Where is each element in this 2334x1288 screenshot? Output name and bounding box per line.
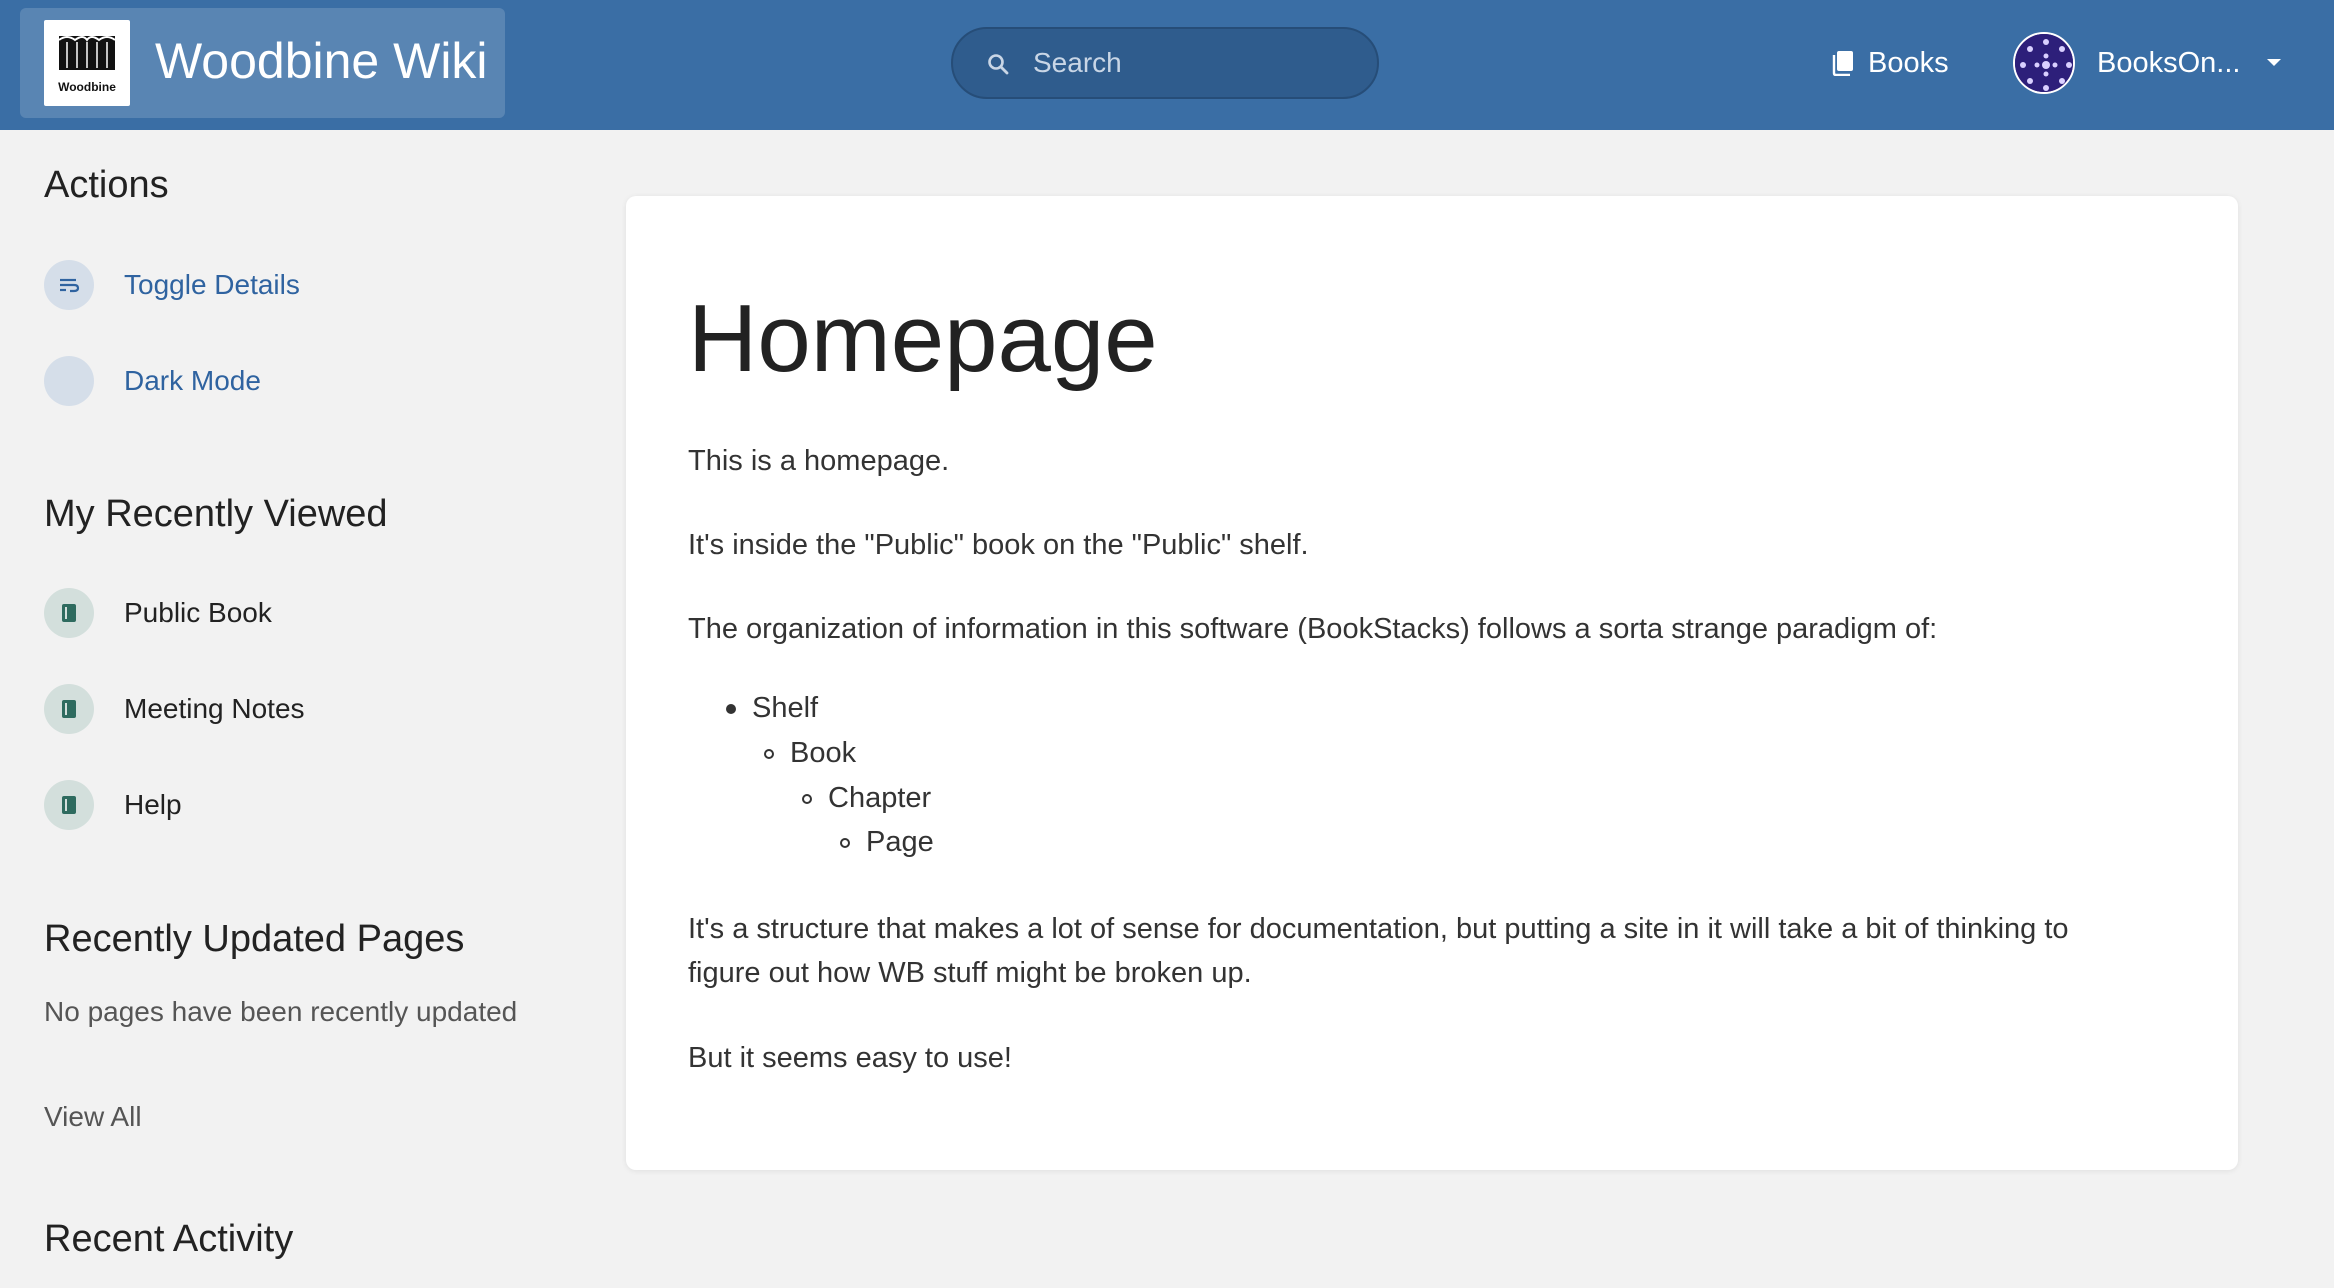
paragraph: The organization of information in this software (BookStacks) follows a sorta strange paradigm of: (688, 613, 1938, 645)
list-item-label: Page (866, 826, 934, 858)
search-icon (987, 53, 1009, 75)
paragraph: This is a homepage. (688, 445, 950, 477)
page-title: Homepage (688, 285, 1158, 392)
paragraph: It's a structure that makes a lot of sense for documentation, but putting a site in it will take a bit of thinking to figure out how WB stuff might be broken up. (688, 913, 2069, 989)
list-item (726, 692, 818, 725)
search-box[interactable] (951, 27, 1379, 99)
woodbine-logo (44, 20, 130, 106)
dark-mode-label: Dark Mode (124, 365, 261, 396)
recent-item-meeting-notes[interactable] (44, 684, 305, 734)
actions-heading: Actions (44, 164, 169, 206)
user-menu[interactable] (2013, 30, 2282, 96)
recent-item-public-book[interactable] (44, 588, 272, 638)
recent-item-label: Meeting Notes (124, 693, 305, 724)
view-all-link[interactable]: View All (44, 1101, 142, 1132)
recent-item-label: Help (124, 789, 182, 820)
site-title[interactable]: Woodbine Wiki (155, 33, 488, 89)
toggle-details-label: Toggle Details (124, 269, 300, 300)
page-content-card (626, 196, 2238, 1170)
no-updated-pages-text: No pages have been recently updated (44, 996, 518, 1027)
toggle-details-action[interactable] (44, 260, 300, 310)
list-item-label: Book (790, 737, 857, 769)
chevron-down-icon (2266, 58, 2282, 68)
list-item (840, 826, 934, 859)
recently-viewed-heading: My Recently Viewed (44, 493, 388, 535)
recent-activity-heading: Recent Activity (44, 1218, 294, 1260)
avatar-pattern-icon (2015, 34, 2075, 94)
top-header (0, 0, 2334, 130)
dark-mode-action[interactable] (44, 356, 261, 406)
nav-books-link[interactable] (1832, 40, 1949, 86)
paragraph: But it seems easy to use! (688, 1042, 1012, 1074)
bullet-circle-icon (764, 749, 774, 759)
bullet-circle-icon (840, 838, 850, 848)
user-name: BooksOn... (2097, 46, 2241, 79)
bullet-disc-icon (726, 704, 736, 714)
bullet-circle-icon (802, 794, 812, 804)
list-item-label: Chapter (828, 782, 932, 814)
book-icon (44, 588, 94, 638)
list-item (764, 737, 856, 770)
book-icon (44, 780, 94, 830)
books-icon (1832, 50, 1854, 76)
search-input[interactable] (1033, 43, 1353, 83)
list-item (802, 782, 931, 815)
nav-books-label: Books (1868, 46, 1949, 79)
logo-text: Woodbine (58, 80, 116, 94)
recently-updated-heading: Recently Updated Pages (44, 918, 465, 960)
user-avatar (2013, 32, 2075, 94)
list-item-label: Shelf (752, 692, 819, 724)
toggle-details-icon (44, 260, 94, 310)
logo-books-icon (57, 30, 117, 74)
paragraph: It's inside the "Public" book on the "Public" shelf. (688, 529, 1309, 561)
book-icon (44, 684, 94, 734)
moon-icon (44, 356, 94, 406)
brand-home-link[interactable] (20, 8, 505, 118)
recent-item-label: Public Book (124, 597, 272, 628)
recent-item-help[interactable] (44, 780, 182, 830)
